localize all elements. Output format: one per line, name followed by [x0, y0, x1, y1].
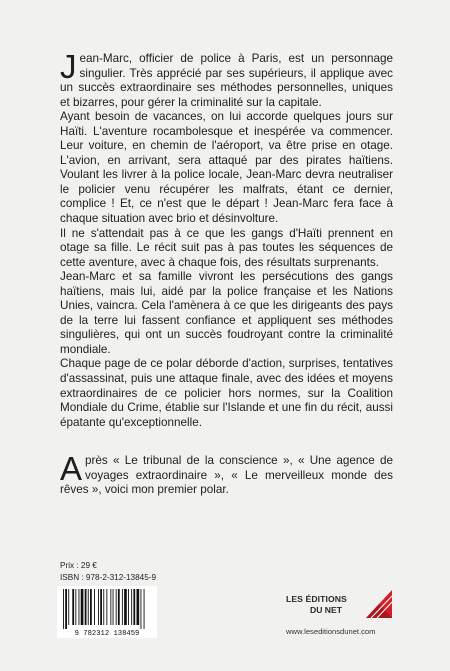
publisher-logo — [286, 588, 396, 628]
publisher-mark-icon — [362, 588, 396, 622]
summary-paragraph-4: Jean-Marc et sa famille vivront les persécutions des gangs haïtiens, mais lui, aidé par la police française et les Nations Unies, vaincra. Cela l'amènera à ce que les dirigeants des pays de la terre lui fassent confiance et appliquent ses méthodes singulières, qui ont un succès foudroyant contre la criminalité mondiale. — [60, 270, 393, 356]
barcode-bar — [128, 589, 129, 625]
publisher-website: www.leseditionsdunet.com — [286, 627, 376, 636]
barcode-bar — [65, 589, 67, 629]
barcode-bar — [131, 589, 132, 625]
barcode-bar — [100, 589, 102, 625]
barcode-bar — [144, 589, 145, 629]
barcode-bar — [72, 589, 74, 625]
barcode-bar — [110, 589, 111, 625]
barcode-bar — [141, 589, 142, 629]
barcode-bar — [90, 589, 92, 625]
previous-works-paragraph: Après « Le tribunal de la conscience », « Une agence de voyages extraordinaire », « Le merveilleux monde des rêves », voici mon premier polar. — [60, 450, 393, 497]
barcode-bar — [124, 589, 127, 625]
barcode-bar — [106, 589, 107, 625]
barcode-digits: 9 782312 138459 — [74, 630, 140, 638]
barcode-bar — [116, 589, 117, 625]
publisher-name-line1: LES ÉDITIONS — [286, 594, 347, 604]
summary-paragraph-5: Chaque page de ce polar déborde d'action, surprises, tentatives d'assassinat, puis une attaque finale, avec des idées et moyens extraordinaires de ce policier hors normes, sur la Coalition Mondiale du Crime, établie sur l'Islande et une fin du récit, aussi épatante qu'exceptionnelle. — [60, 357, 393, 429]
barcode-bar — [88, 589, 89, 625]
barcode-bar — [94, 589, 95, 625]
barcode-bar — [113, 589, 114, 625]
barcode-bar — [81, 589, 84, 625]
barcode-bar — [85, 589, 87, 625]
summary-paragraph-1: Jean-Marc, officier de police à Paris, est un personnage singulier. Très apprécié par ses supérieurs, il applique avec un succès extraordinaire ses méthodes personnelles, uniques et bizarres, pour gérer la criminalité sur la capitale. — [60, 48, 393, 109]
publisher-name-line2: DU NET — [310, 605, 342, 615]
summary-text — [60, 48, 393, 498]
summary-paragraph-2: Ayant besoin de vacances, on lui accorde quelques jours sur Haïti. L'aventure rocambolesque et inespérée va commencer. Leur voiture, en chemin de l'aéroport, va être prise en otage. L'avion, en arrivant, sera attaqué par des pirates haïtiens. Voulant les livrer à la police locale, Jean-Marc devra neutraliser le policier venu récupérer les malfrats, étant ce dernier, complice ! Et, ce n'est que le départ ! Jean-Marc fera face à chaque situation avec brio et désinvolture. — [60, 110, 393, 226]
dropcap-j: J — [60, 48, 77, 85]
barcode-bar — [63, 589, 64, 629]
barcode-bar — [79, 589, 80, 625]
dropcap-a: A — [60, 450, 83, 488]
barcode-bar — [103, 589, 104, 625]
summary-paragraph-3: Il ne s'attendait pas à ce que les gangs d'Haïti prennent en otage sa fille. Le récit suit pas à pas toutes les séquences de cette aventure, avec à chaque fois, des résultats surprenants. — [60, 226, 393, 269]
barcode-bar — [68, 589, 69, 625]
barcode — [57, 586, 157, 638]
barcode-bar — [133, 589, 135, 625]
barcode-bars — [57, 586, 157, 638]
barcode-bar — [98, 589, 99, 625]
barcode-bar — [122, 589, 123, 625]
price-label: Prix : 29 € — [60, 561, 97, 570]
isbn-label: ISBN : 978-2-312-13845-9 — [60, 573, 157, 582]
barcode-bar — [137, 589, 140, 625]
barcode-bar — [75, 589, 76, 625]
barcode-bar — [118, 589, 120, 625]
